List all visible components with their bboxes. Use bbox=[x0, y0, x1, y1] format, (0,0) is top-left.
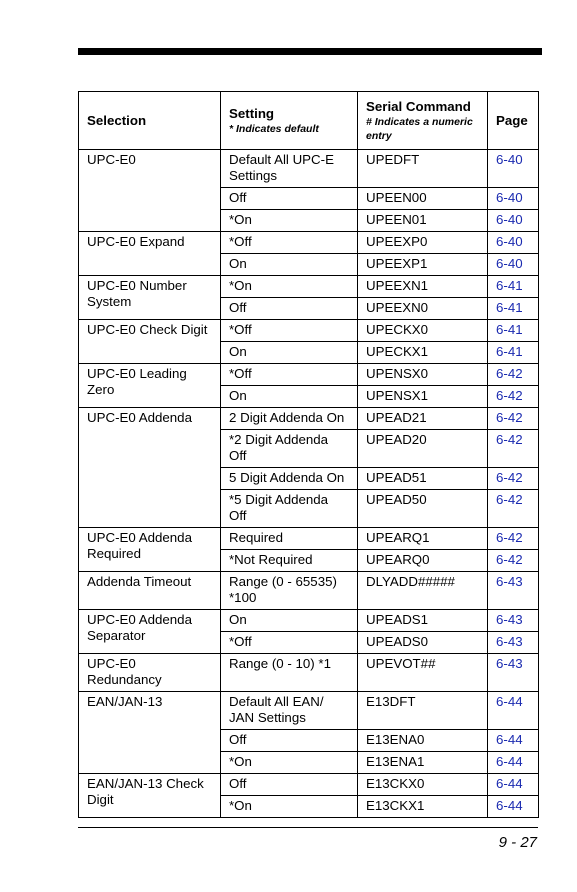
serial-command-cell: E13ENA0 bbox=[358, 730, 488, 752]
setting-cell: On bbox=[221, 386, 358, 408]
setting-cell: *On bbox=[221, 276, 358, 298]
setting-cell: Off bbox=[221, 298, 358, 320]
page-link[interactable]: 6-40 bbox=[488, 150, 539, 188]
top-rule bbox=[78, 48, 542, 55]
serial-command-cell: UPEARQ1 bbox=[358, 528, 488, 550]
selection-cell: UPC-E0 Addenda Separator bbox=[79, 610, 221, 654]
page-link[interactable]: 6-43 bbox=[488, 632, 539, 654]
table-row bbox=[79, 528, 539, 550]
header-page bbox=[488, 92, 539, 150]
header-setting-label: Setting bbox=[229, 106, 275, 121]
setting-cell: 2 Digit Addenda On bbox=[221, 408, 358, 430]
page-link[interactable]: 6-40 bbox=[488, 188, 539, 210]
serial-command-cell: DLYADD##### bbox=[358, 572, 488, 610]
setting-cell: Default All UPC-E Settings bbox=[221, 150, 358, 188]
page-link[interactable]: 6-40 bbox=[488, 232, 539, 254]
serial-command-cell: UPEEXP1 bbox=[358, 254, 488, 276]
setting-cell: On bbox=[221, 342, 358, 364]
table-row bbox=[79, 276, 539, 298]
page-link[interactable]: 6-42 bbox=[488, 364, 539, 386]
page-link[interactable]: 6-42 bbox=[488, 490, 539, 528]
page-link[interactable]: 6-44 bbox=[488, 692, 539, 730]
selection-cell: UPC-E0 Leading Zero bbox=[79, 364, 221, 408]
page-link[interactable]: 6-43 bbox=[488, 654, 539, 692]
serial-command-cell: UPEAD21 bbox=[358, 408, 488, 430]
page-link[interactable]: 6-42 bbox=[488, 550, 539, 572]
page-link[interactable]: 6-41 bbox=[488, 320, 539, 342]
serial-command-cell: UPEAD51 bbox=[358, 468, 488, 490]
serial-command-cell: UPENSX1 bbox=[358, 386, 488, 408]
page-link[interactable]: 6-41 bbox=[488, 276, 539, 298]
page-link[interactable]: 6-42 bbox=[488, 386, 539, 408]
selection-cell: UPC-E0 Addenda Required bbox=[79, 528, 221, 572]
page-link[interactable]: 6-44 bbox=[488, 796, 539, 818]
setting-cell: Range (0 - 65535) *100 bbox=[221, 572, 358, 610]
serial-command-cell: UPECKX1 bbox=[358, 342, 488, 364]
table-row bbox=[79, 232, 539, 254]
table-body bbox=[79, 150, 539, 818]
serial-command-cell: UPEAD20 bbox=[358, 430, 488, 468]
setting-cell: 5 Digit Addenda On bbox=[221, 468, 358, 490]
setting-cell: Required bbox=[221, 528, 358, 550]
page-link[interactable]: 6-44 bbox=[488, 752, 539, 774]
header-serial-note: # Indicates a numeric entry bbox=[366, 116, 473, 142]
serial-command-cell: UPECKX0 bbox=[358, 320, 488, 342]
setting-cell: *Off bbox=[221, 320, 358, 342]
setting-cell: Off bbox=[221, 774, 358, 796]
header-serial-label: Serial Command bbox=[366, 99, 471, 114]
selection-cell: UPC-E0 Number System bbox=[79, 276, 221, 320]
table-row bbox=[79, 692, 539, 730]
table-row bbox=[79, 150, 539, 188]
page-link[interactable]: 6-42 bbox=[488, 430, 539, 468]
page-link[interactable]: 6-44 bbox=[488, 730, 539, 752]
setting-cell: *2 Digit Addenda Off bbox=[221, 430, 358, 468]
table-row bbox=[79, 320, 539, 342]
serial-command-cell: UPEADS1 bbox=[358, 610, 488, 632]
selection-cell: Addenda Timeout bbox=[79, 572, 221, 610]
selection-cell: EAN/JAN-13 Check Digit bbox=[79, 774, 221, 818]
setting-cell: Off bbox=[221, 188, 358, 210]
table-row bbox=[79, 774, 539, 796]
serial-command-cell: UPEDFT bbox=[358, 150, 488, 188]
serial-command-cell: UPEEN01 bbox=[358, 210, 488, 232]
page-link[interactable]: 6-42 bbox=[488, 468, 539, 490]
page-number: 9 - 27 bbox=[498, 834, 537, 851]
serial-command-cell: UPEARQ0 bbox=[358, 550, 488, 572]
selection-cell: UPC-E0 Redundancy bbox=[79, 654, 221, 692]
selection-cell: UPC-E0 Addenda bbox=[79, 408, 221, 528]
serial-command-cell: E13ENA1 bbox=[358, 752, 488, 774]
setting-cell: *Off bbox=[221, 632, 358, 654]
page-link[interactable]: 6-40 bbox=[488, 254, 539, 276]
selection-cell: UPC-E0 Expand bbox=[79, 232, 221, 276]
serial-command-cell: UPEEXN1 bbox=[358, 276, 488, 298]
serial-command-cell: E13CKX0 bbox=[358, 774, 488, 796]
selection-cell: UPC-E0 bbox=[79, 150, 221, 232]
page-link[interactable]: 6-42 bbox=[488, 408, 539, 430]
serial-command-table bbox=[78, 91, 539, 818]
bottom-rule bbox=[78, 827, 538, 828]
serial-command-cell: E13DFT bbox=[358, 692, 488, 730]
serial-command-cell: E13CKX1 bbox=[358, 796, 488, 818]
header-selection bbox=[79, 92, 221, 150]
setting-cell: *Off bbox=[221, 364, 358, 386]
serial-command-cell: UPEAD50 bbox=[358, 490, 488, 528]
serial-command-cell: UPEEXP0 bbox=[358, 232, 488, 254]
table-row bbox=[79, 572, 539, 610]
header-selection-label: Selection bbox=[87, 112, 147, 128]
setting-cell: *On bbox=[221, 210, 358, 232]
selection-cell: UPC-E0 Check Digit bbox=[79, 320, 221, 364]
serial-command-cell: UPEEN00 bbox=[358, 188, 488, 210]
header-setting bbox=[221, 92, 358, 150]
setting-cell: *On bbox=[221, 752, 358, 774]
header-serial-command bbox=[358, 92, 488, 150]
setting-cell: Range (0 - 10) *1 bbox=[221, 654, 358, 692]
selection-cell: EAN/JAN-13 bbox=[79, 692, 221, 774]
setting-cell: *Not Required bbox=[221, 550, 358, 572]
setting-cell: On bbox=[221, 254, 358, 276]
serial-command-cell: UPEVOT## bbox=[358, 654, 488, 692]
table-row bbox=[79, 654, 539, 692]
page-link[interactable]: 6-41 bbox=[488, 298, 539, 320]
setting-cell: Off bbox=[221, 730, 358, 752]
setting-cell: *On bbox=[221, 796, 358, 818]
setting-cell: *5 Digit Addenda Off bbox=[221, 490, 358, 528]
table-header-row bbox=[79, 92, 539, 150]
page-link[interactable]: 6-43 bbox=[488, 610, 539, 632]
page-link[interactable]: 6-42 bbox=[488, 528, 539, 550]
serial-command-cell: UPEADS0 bbox=[358, 632, 488, 654]
page-link[interactable]: 6-40 bbox=[488, 210, 539, 232]
table-row bbox=[79, 408, 539, 430]
setting-cell: On bbox=[221, 610, 358, 632]
page-link[interactable]: 6-41 bbox=[488, 342, 539, 364]
header-setting-note: * Indicates default bbox=[229, 123, 319, 135]
setting-cell: Default All EAN/ JAN Settings bbox=[221, 692, 358, 730]
page-link[interactable]: 6-43 bbox=[488, 572, 539, 610]
header-page-label: Page bbox=[496, 112, 528, 128]
table-row bbox=[79, 610, 539, 632]
serial-command-cell: UPEEXN0 bbox=[358, 298, 488, 320]
page-link[interactable]: 6-44 bbox=[488, 774, 539, 796]
table-row bbox=[79, 364, 539, 386]
serial-command-cell: UPENSX0 bbox=[358, 364, 488, 386]
setting-cell: *Off bbox=[221, 232, 358, 254]
